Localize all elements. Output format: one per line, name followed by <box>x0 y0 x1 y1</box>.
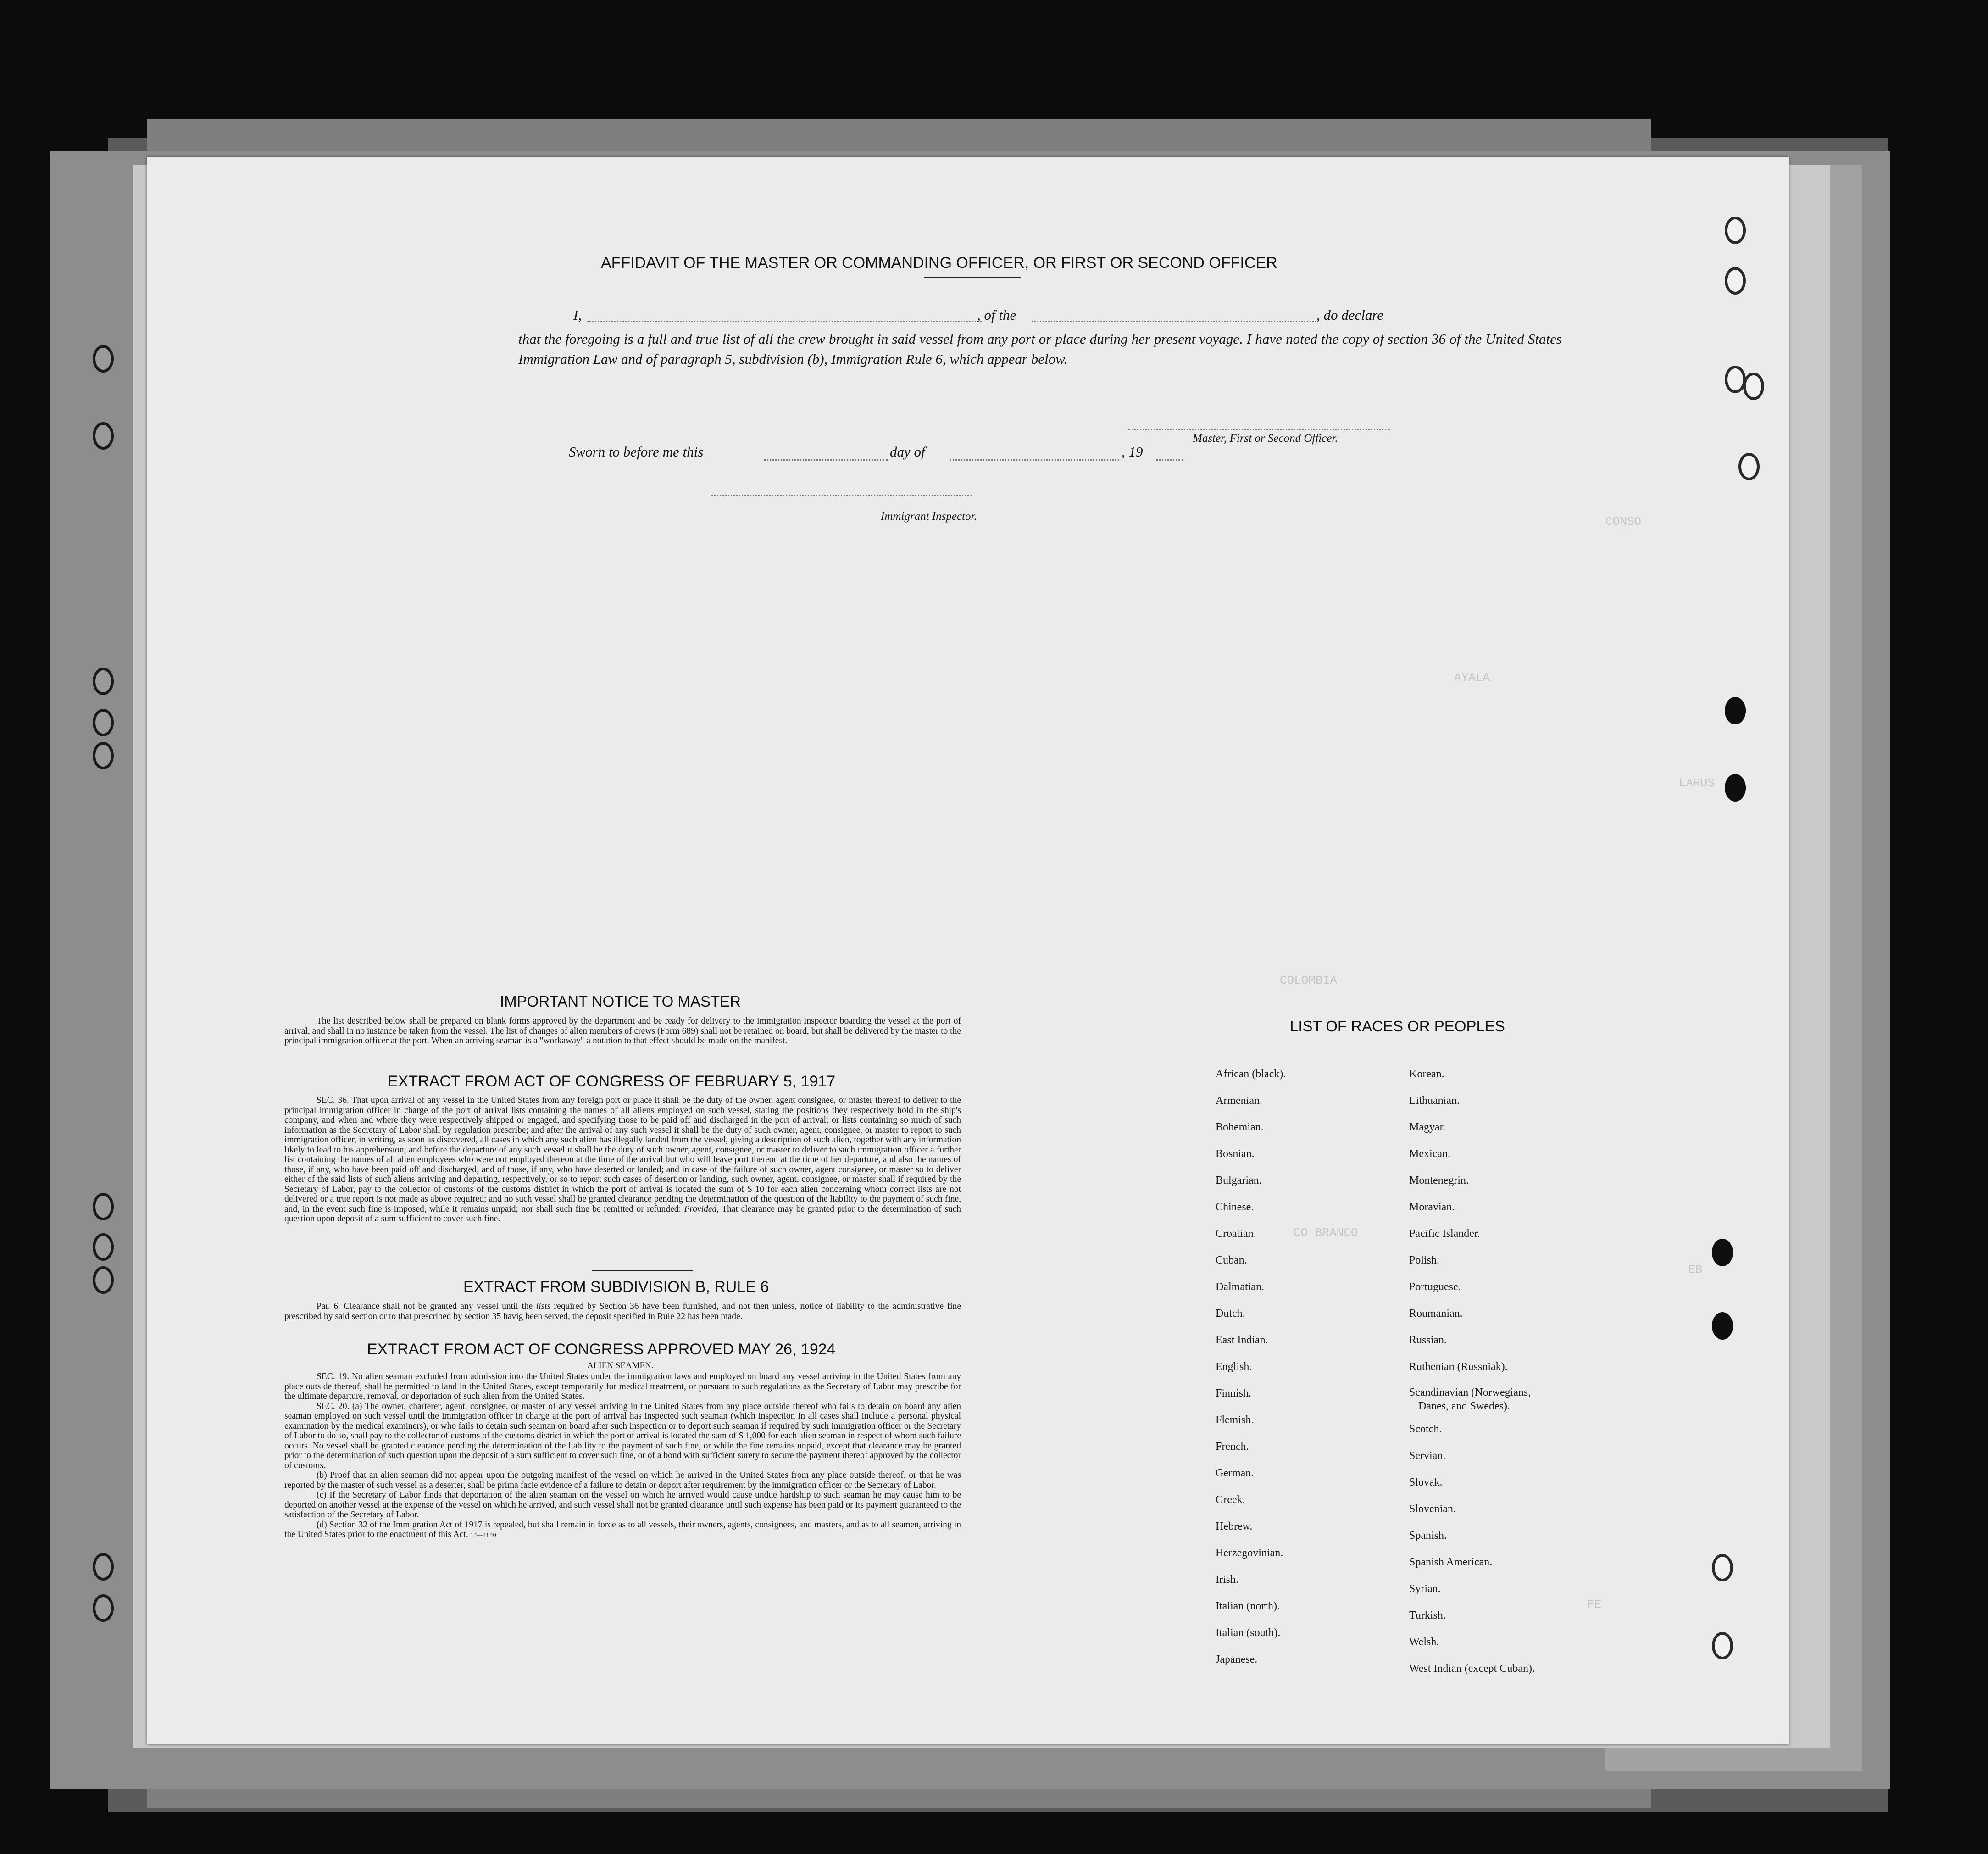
race-item: Croatian. <box>1216 1228 1256 1240</box>
section-20c: (c) If the Secretary of Labor finds that deportation of the alien seaman on the vessel on which he arrived would cause undue hardship to such seaman he may cause him to be deported on another vessel at the expense of the vessel on which he arrived, and such vessel shall not be granted clearance until such expense has been paid or its payment guaranteed to the satisfaction of the Secretary of Labor. <box>284 1490 961 1520</box>
section-20a: SEC. 20. (a) The owner, charterer, agent, consignee, or master of any vessel arriving in the United States from any place outside thereof who fails to detain on board any alien seaman employed on such vessel until the immigration officer in charge at the port of arrival has inspected such seaman (which inspection in all cases shall include a personal physical examination by the medical examiners), or who fails to detain such seaman on board after such inspection or to deport such seaman if required by such immigration officer or the Secretary of Labor to do so, shall pay to the collector of customs of the customs district in which the port of arrival is located the sum of $ 1,000 for each alien seaman in respect of whom such failure occurs. No vessel shall be granted clearance pending the determination of the liability to the payment of such fine, or while the fine remains unpaid, except that clearance may be granted prior to the determination of such question upon the deposit of a sum sufficient to cover such fine, or of a bond with sufficient surety to secure the payment thereof approved by the collector of customs. <box>284 1401 961 1470</box>
race-item: Bosnian. <box>1216 1148 1255 1160</box>
binder-hole-icon <box>93 1266 114 1294</box>
punch-hole-icon <box>1725 697 1746 724</box>
punch-hole-icon <box>1743 373 1764 400</box>
extract-1917-text <box>284 1096 961 1224</box>
affidavit-sheet: CONSO AYALA LARUS COLOMBIA CO BRANCO EB FE AFFIDAVIT OF THE MASTER OR COMMANDING OFFICER, OR FIRST OR SECOND OFFICER I, , of the , do declare that the foregoing is a full and true list of all the crew brought in said vessel from any port or place during her present voyage. I have noted the copy of section 36 of the United States Immigration Law and of paragraph 5, subdivision (b), Immigration Rule 6, which appear below. Master, First or Second Officer. Sworn to before me this day of , 19 Immigrant Inspector. IMPORTANT NOTICE TO MASTER The list described below shall be prepared on blank forms approved by the department and be ready for delivery to the immigration inspector boarding the vessel at the port of arrival, and shall in no instance be taken from the vessel. The list of changes of alien members of crews (Form 689) shall not be retained on board, but shall be delivered by the master to the principal immigration officer at the port. When an arriving seaman is a "workaway" a notation to that effect should be made on the manifest. EXTRACT FROM ACT OF CONGRESS OF FEBRUARY 5, 1917 SEC. 36. That upon arrival of any vessel in the United States from any foreign port or place it shall be the duty of the owner, agent consignee, or master thereof to deliver to the principal immigration officer in charge of the port of arrival lists containing the names of all aliens employed on such vessel, stating the positions they respectively hold in the ship's company, and when and where they were respectively shipped or engaged, and specifying those to be paid off and discharged in the port of arrival; or lists containing so much of such information as the Secretary of Labor shall by regulation prescribe; and after the arrival of any such vessel it shall be the duty of such owner, agent, consignee, or master to report to such immigration officer, in writing, as soon as discovered, all cases in which any such alien has illegally landed from the vessel, giving a description of such alien, together with any information likely to lead to his apprehension; and before the departure of any such vessel it shall be the duty of such owner, agent, consignee, or master to deliver to such immigration officer a further list containing the names of all alien employees who were not employed thereon at the time of the arrival but who will leave port thereon at the time of her departure, and also the names of those, if any, who have been paid off and discharged, and of those, if any, who have deserted or landed; and in case of the failure of such owner, agent consignee, or master so to deliver either of the said lists of such aliens arriving and departing, respectively, or so to report such cases of desertion or landing, such owner, agent, consignee, or master shall if required by the Secretary of Labor, pay to the collector of customs of the customs district in which the port of arrival is located the sum of $ 10 for each alien concerning whom correct lists are not delivered or a true report is not made as above required; and no such vessel shall be granted clearance pending the determination of the question of the liability to the payment of such fine, and, in the event such fine is imposed, while it remains unpaid; nor shall such fine be remitted or refunded: Provided, That clearance may be granted prior to the determination of such question upon deposit of a sum sufficient to cover such fine. EXTRACT FROM SUBDIVISION B, RULE 6 Par. 6. Clearance shall not be granted any vessel until the lists required by Section 36 have been furnished, and not then unless, notice of liability to the administrative fine prescribed by said section or to that prescribed by section 35 havig been served, the deposit specified in Rule 22 has been made. EXTRACT FROM ACT OF CONGRESS APPROVED MAY 26, 1924 ALIEN SEAMEN. SEC. 19. No alien seaman excluded from admission into the United States under the immigration laws and employed on board any vessel arriving in the United States from any place outside thereof, shall be permitted to land in the United States, except temporarily for medical treatment, or pursuant to such regulations as the Secretary of Labor may prescribe for the ultimate departure, removal, or deportation of such alien from the United States. SEC. 20. (a) The owner, charterer, agent, consignee, or master of any vessel arriving in the United States from any place outside thereof who fails to detain on board any alien seaman employed on such vessel until the immigration officer in charge at the port of arrival has inspected such seaman (which inspection in all cases shall include a personal physical examination by the medical examiners), or who fails to detain such seaman on board after such inspection or to deport such seaman if required by such immigration officer or the Secretary of Labor to do so, shall pay to the collector of customs of the customs district in which the port of arrival is located the sum of $ 1,000 for each alien seaman in respect of whom such failure occurs. No vessel shall be granted clearance pending the determination of the liability to the payment of such fine, or while the fine remains unpaid, except that clearance may be granted prior to the determination of such question upon the deposit of a sum sufficient to cover such fine, or of a bond with sufficient surety to secure the payment thereof approved by the collector of customs. (b) Proof that an alien seaman did not appear upon the outgoing manifest of the vessel on which he arrived in the United States from any place outside thereof, or that he was reported by the master of such vessel as a deserter, shall be prima facie evidence of a failure to detain or deport after requirement by the immigration officer or the Secretary of Labor. (c) If the Secretary of Labor finds that deportation of the alien seaman on the vessel on which he arrived would cause undue hardship to such seaman he may cause him to be deported on another vessel at the expense of the vessel on which he arrived, and such vessel shall not be granted clearance until such expense has been paid or its payment guaranteed to the satisfaction of the Secretary of Labor. (d) Section 32 of the Immigration Act of 1917 is repealed, but shall remain in force as to all vessels, their owners, agents, consignees, and masters, and as to all seamen, arriving in the United States prior to the enactment of this Act. 14—1840 LIST OF RACES OR PEOPLES African (black). Armenian. Bohemian. Bosnian. Bulgarian. Chinese. Croatian. Cuban. Dalmatian. Dutch. East Indian. English. Finnish. Flemish. French. German. Greek. Hebrew. Herzegovinian. Irish. Italian (north). Italian (south). Japanese. Korean. Lithuanian. Magyar. Mexican. Montenegrin. Moravian. Pacific Islander. Polish. Portuguese. Roumanian. Russian. Ruthenian (Russniak). Scandinavian (Norwegians, Danes, and Swedes). Scotch. Servian. Slovak. Slovenian. Spanish. Spanish American. Syrian. Turkish. Welsh. West Indian (except Cuban). <box>147 157 1789 1744</box>
affidavit-title: AFFIDAVIT OF THE MASTER OR COMMANDING OFFICER, OR FIRST OR SECOND OFFICER <box>601 254 1277 272</box>
master-label: Master, First or Second Officer. <box>1193 432 1338 445</box>
race-item: Italian (north). <box>1216 1600 1280 1612</box>
extract-1924-text <box>284 1372 961 1541</box>
year-label: , 19 <box>1122 444 1143 460</box>
race-item: Roumanian. <box>1409 1308 1463 1320</box>
race-item: Bohemian. <box>1216 1121 1264 1133</box>
races-column-left <box>1216 1061 1286 1673</box>
punch-hole-icon <box>1725 217 1746 244</box>
race-item: Korean. <box>1409 1068 1444 1080</box>
race-item: Dutch. <box>1216 1308 1245 1320</box>
section-20d: (d) Section 32 of the Immigration Act of 1917 is repealed, but shall remain in force as to all vessels, their owners, agents, consignees, and masters, and as to all seamen, arriving in the United States prior to the enactment of this Act. 14—1840 <box>284 1520 961 1539</box>
divider <box>924 277 1021 278</box>
race-item: Russian. <box>1409 1334 1447 1346</box>
alien-seamen-subtitle: ALIEN SEAMEN. <box>587 1361 654 1370</box>
punch-hole-icon <box>1725 267 1746 295</box>
year-blank[interactable] <box>1156 459 1183 461</box>
race-item: Mexican. <box>1409 1148 1450 1160</box>
form-number: 14—1840 <box>470 1532 496 1539</box>
punch-hole-icon <box>1712 1312 1733 1340</box>
race-item: Slovak. <box>1409 1476 1443 1488</box>
race-item: Herzegovinian. <box>1216 1547 1283 1559</box>
race-item: German. <box>1216 1467 1254 1479</box>
binder-hole-icon <box>93 1553 114 1581</box>
race-item: Greek. <box>1216 1494 1245 1506</box>
binder-hole-icon <box>93 668 114 695</box>
race-item: Turkish. <box>1409 1609 1446 1621</box>
lists-word: lists <box>536 1302 551 1311</box>
proviso-word: Provided, <box>684 1204 719 1214</box>
race-item: Lithuanian. <box>1409 1095 1460 1107</box>
race-item: Italian (south). <box>1216 1627 1281 1639</box>
extract-1924-title: EXTRACT FROM ACT OF CONGRESS APPROVED MAY 26, 1924 <box>367 1341 836 1358</box>
master-signature-blank[interactable] <box>1128 429 1390 430</box>
divider <box>592 1270 693 1271</box>
race-item: Slovenian. <box>1409 1503 1456 1515</box>
race-item: Scandinavian (Norwegians, <box>1409 1386 1531 1398</box>
race-item: Polish. <box>1409 1254 1440 1266</box>
rule6-text-b: required by Section 36 have been furnished, and not then unless, notice of liability to the administrative fine prescribed by said section or to that prescribed by section 35 havig been served, the deposit specified in Rule 22 has been made. <box>284 1302 961 1321</box>
race-item: English. <box>1216 1361 1252 1373</box>
punch-hole-icon <box>1712 1239 1733 1266</box>
punch-hole-icon <box>1725 774 1746 802</box>
punch-hole-icon <box>1712 1632 1733 1659</box>
race-item: Danes, and Swedes). <box>1418 1400 1510 1412</box>
rule6-title: EXTRACT FROM SUBDIVISION B, RULE 6 <box>463 1278 769 1296</box>
extract-1917-title: EXTRACT FROM ACT OF CONGRESS OF FEBRUARY 5, 1917 <box>388 1073 836 1090</box>
race-item: Flemish. <box>1216 1414 1254 1426</box>
binder-hole-icon <box>93 345 114 373</box>
inspector-signature-blank[interactable] <box>711 495 972 496</box>
binder-hole-icon <box>93 422 114 450</box>
race-item: French. <box>1216 1441 1249 1453</box>
sworn-label: Sworn to before me this <box>569 444 704 460</box>
punch-hole-icon <box>1712 1554 1733 1581</box>
race-item: Spanish American. <box>1409 1556 1493 1568</box>
month-blank[interactable] <box>950 459 1119 461</box>
race-item: Pacific Islander. <box>1409 1228 1480 1240</box>
punch-hole-icon <box>1738 453 1760 480</box>
punch-hole-icon <box>1725 366 1746 393</box>
race-item: Japanese. <box>1216 1654 1258 1665</box>
notice-text: The list described below shall be prepared on blank forms approved by the department and be ready for delivery to the immigration inspector boarding the vessel at the port of arrival, and shall in no instance be taken from the vessel. The list of changes of alien members of crews (Form 689) shall not be retained on board, but shall be delivered by the master to the principal immigration officer at the port. When an arriving seaman is a "workaway" a notation to that effect should be made on the manifest. <box>284 1016 961 1046</box>
race-item: Scotch. <box>1409 1423 1442 1435</box>
race-item: Syrian. <box>1409 1583 1441 1595</box>
extract-1917-text-b: That clearance may be granted prior to the determination of such question upon deposit of a sum sufficient to cover such fine. <box>284 1204 961 1224</box>
race-item: Finnish. <box>1216 1387 1252 1399</box>
races-column-right <box>1409 1061 1535 1682</box>
race-item: Servian. <box>1409 1450 1446 1462</box>
binder-hole-icon <box>93 1193 114 1220</box>
race-item: Hebrew. <box>1216 1520 1253 1532</box>
section-19: SEC. 19. No alien seaman excluded from admission into the United States under the immigration laws and employed on board any vessel arriving in the United States from any place outside thereof, shall be permitted to land in the United States, except temporarily for medical treatment, or pursuant to such regulations as the Secretary of Labor may prescribe for the ultimate departure, removal, or deportation of such alien from the United States. <box>284 1372 961 1401</box>
vessel-blank[interactable] <box>1032 321 1316 322</box>
affidavit-of-the-label: , of the <box>977 307 1016 323</box>
binder-hole-icon <box>93 1233 114 1261</box>
race-item: East Indian. <box>1216 1334 1268 1346</box>
race-item: Dalmatian. <box>1216 1281 1264 1293</box>
binder-hole-icon <box>93 742 114 769</box>
extract-1917-text-a: SEC. 36. That upon arrival of any vessel in the United States from any foreign port or place it shall be the duty of the owner, agent consignee, or master thereof to deliver to the principal immigration officer in charge of the port of arrival lists containing the names of all aliens employed on such vessel, stating the positions they respectively hold in the ship's company, and when and where they were respectively shipped or engaged, and specifying those to be paid off and discharged in the port of arrival; or lists containing so much of such information as the Secretary of Labor shall by regulation prescribe; and after the arrival of any such vessel it shall be the duty of such owner, agent, consignee, or master to report to such immigration officer, in writing, as soon as discovered, all cases in which any such alien has illegally landed from the vessel, giving a description of such alien, together with any information likely to lead to his apprehension; and before the departure of any such vessel it shall be the duty of such owner, agent, consignee, or master to deliver to such immigration officer a further list containing the names of all alien employees who were not employed thereon at the time of the arrival but who will leave port thereon at the time of her departure, and also the names of those, if any, who have been paid off and discharged, and of those, if any, who have deserted or landed; and in case of the failure of such owner, agent consignee, or master so to deliver either of the said lists of such aliens arriving and departing, respectively, or so to report such cases of desertion or landing, such owner, agent, consignee, or master shall if required by the Secretary of Labor, pay to the collector of customs of the customs district in which the port of arrival is located the sum of $ 10 for each alien concerning whom correct lists are not delivered or a true report is not made as above required; and no such vessel shall be granted clearance pending the determination of the question of the liability to the payment of such fine, and, in the event such fine is imposed, while it remains unpaid; nor shall such fine be remitted or refunded: <box>284 1096 961 1214</box>
rule6-text <box>284 1302 961 1321</box>
race-item: African (black). <box>1216 1068 1286 1080</box>
day-blank[interactable] <box>764 459 888 461</box>
day-of-label: day of <box>890 444 925 460</box>
binder-hole-icon <box>93 709 114 736</box>
affidavit-declare-label: , do declare <box>1316 307 1384 323</box>
rule6-text-a: Par. 6. Clearance shall not be granted any vessel until the <box>317 1302 533 1311</box>
affidavit-text: that the foregoing is a full and true list of all the crew brought in said vessel from any port or place during her present voyage. I have noted the copy of section 36 of the United States Immigration Law and of paragraph 5, subdivision (b), Immigration Rule 6, which appear below. <box>518 331 1562 367</box>
race-item: Moravian. <box>1409 1201 1455 1213</box>
section-20b: (b) Proof that an alien seaman did not appear upon the outgoing manifest of the vessel on which he arrived in the United States from any place outside thereof, or that he was reported by the master of such vessel as a deserter, shall be prima facie evidence of a failure to detain or deport after requirement by the immigration officer or the Secretary of Labor. <box>284 1470 961 1490</box>
race-item: Chinese. <box>1216 1201 1254 1213</box>
race-item: Welsh. <box>1409 1636 1439 1648</box>
race-item: Magyar. <box>1409 1121 1446 1133</box>
race-item: Armenian. <box>1216 1095 1262 1107</box>
name-blank[interactable] <box>587 321 982 322</box>
affidavit-i-label: I, <box>573 307 582 323</box>
race-item: Spanish. <box>1409 1530 1447 1542</box>
race-item: Cuban. <box>1216 1254 1247 1266</box>
race-item: Bulgarian. <box>1216 1175 1262 1186</box>
race-item: West Indian (except Cuban). <box>1409 1663 1535 1675</box>
race-item: Montenegrin. <box>1409 1175 1469 1186</box>
race-item: Irish. <box>1216 1574 1238 1586</box>
binder-hole-icon <box>93 1594 114 1622</box>
notice-title: IMPORTANT NOTICE TO MASTER <box>500 993 741 1010</box>
race-item: Ruthenian (Russniak). <box>1409 1361 1508 1373</box>
race-item: Portuguese. <box>1409 1281 1461 1293</box>
races-title: LIST OF RACES OR PEOPLES <box>1290 1018 1505 1035</box>
inspector-label: Immigrant Inspector. <box>881 510 977 523</box>
